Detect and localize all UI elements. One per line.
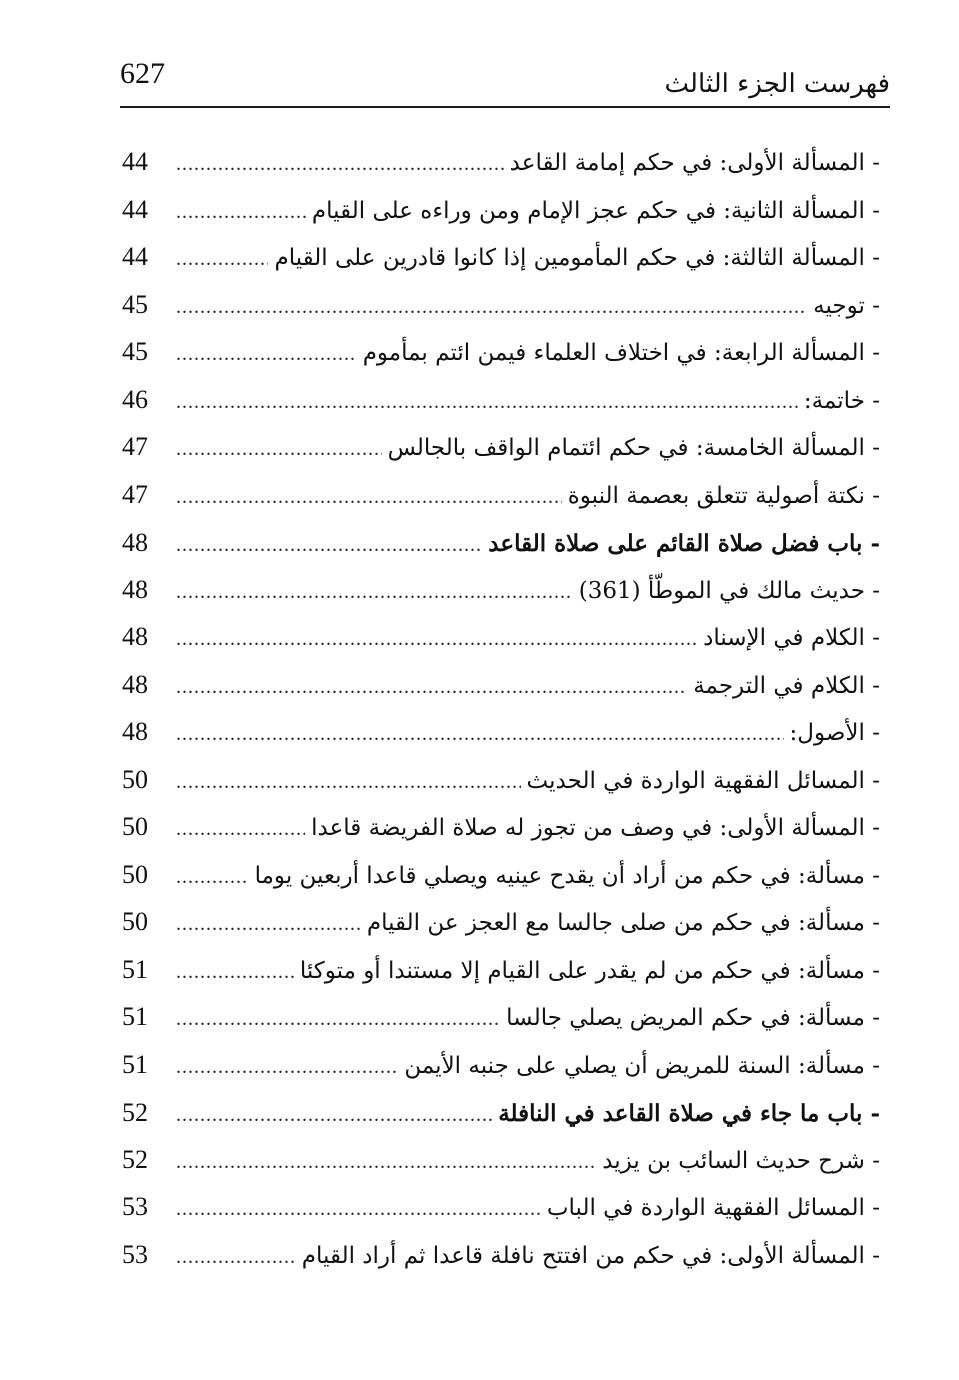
toc-entry bbox=[122, 1090, 880, 1138]
dot-leader bbox=[176, 1139, 596, 1186]
toc-entry-page-number: 47 bbox=[122, 479, 148, 509]
toc-entry-title: - توجيه bbox=[813, 292, 880, 319]
toc-entry-page-number: 48 bbox=[122, 717, 148, 746]
dot-leader bbox=[176, 189, 306, 236]
toc-entry bbox=[122, 1138, 880, 1186]
toc-entry-title: - المسألة الأولى: في حكم إمامة القاعد bbox=[509, 150, 880, 176]
dot-leader bbox=[176, 901, 361, 948]
toc-entry bbox=[122, 568, 880, 616]
toc-entry-title: - مسألة: في حكم من لم يقدر على القيام إلا مستندا أو متوكئا bbox=[299, 957, 880, 984]
toc-entry bbox=[122, 425, 880, 473]
toc-entry bbox=[122, 1233, 880, 1281]
toc-entry-title: - حديث مالك في الموطّأ (361) bbox=[578, 577, 880, 604]
table-of-contents bbox=[122, 140, 880, 1280]
dot-leader bbox=[176, 426, 382, 473]
dot-leader bbox=[176, 284, 807, 331]
toc-entry-page-number: 45 bbox=[122, 289, 148, 319]
toc-entry-title: - مسألة: السنة للمريض أن يصلي على جنبه الأيمن bbox=[404, 1052, 880, 1079]
toc-entry bbox=[122, 615, 880, 663]
toc-entry-page-number: 51 bbox=[122, 1002, 148, 1031]
dot-leader bbox=[176, 806, 305, 853]
toc-entry bbox=[122, 663, 880, 711]
toc-entry bbox=[122, 948, 880, 996]
toc-entry-title: - مسألة: في حكم من صلى جالسا مع العجز عن القيام bbox=[366, 910, 880, 936]
toc-entry bbox=[122, 235, 880, 283]
dot-leader bbox=[176, 949, 294, 996]
toc-entry-page-number: 44 bbox=[122, 147, 148, 176]
dot-leader bbox=[176, 759, 521, 806]
toc-entry-title: - المسألة الثانية: في حكم عجز الإمام ومن وراءه على القيام bbox=[311, 197, 880, 224]
dot-leader bbox=[176, 996, 500, 1043]
toc-entry-page-number: 51 bbox=[122, 954, 148, 984]
toc-entry bbox=[122, 520, 880, 568]
toc-entry-page-number: 46 bbox=[122, 384, 148, 414]
toc-entry-page-number: 47 bbox=[122, 432, 148, 461]
toc-entry-title: - مسألة: في حكم المريض يصلي جالسا bbox=[506, 1005, 880, 1031]
dot-leader bbox=[176, 236, 268, 283]
dot-leader bbox=[176, 664, 687, 711]
toc-entry-title: - المسألة الرابعة: في اختلاف العلماء فيمن ائتم بمأموم bbox=[362, 340, 880, 366]
dot-leader bbox=[176, 616, 697, 663]
toc-entry bbox=[122, 710, 880, 758]
toc-entry-page-number: 44 bbox=[122, 194, 148, 224]
toc-entry-page-number: 50 bbox=[122, 859, 148, 889]
dot-leader bbox=[176, 569, 573, 616]
toc-entry-page-number: 44 bbox=[122, 242, 148, 271]
dot-leader bbox=[176, 1092, 492, 1139]
page-number: 627 bbox=[120, 57, 165, 90]
toc-entry-page-number: 48 bbox=[122, 622, 148, 651]
toc-entry-page-number: 50 bbox=[122, 812, 148, 841]
page-header bbox=[120, 54, 890, 108]
dot-leader bbox=[176, 331, 357, 378]
running-title: فهرست الجزء الثالث bbox=[664, 69, 890, 99]
toc-entry-title: - مسألة: في حكم من أراد أن يقدح عينيه ويصلي قاعدا أربعين يوما bbox=[254, 862, 880, 889]
toc-entry-page-number: 51 bbox=[122, 1049, 148, 1079]
dot-leader bbox=[176, 141, 504, 188]
toc-entry bbox=[122, 1043, 880, 1091]
toc-entry bbox=[122, 283, 880, 331]
toc-entry-title: - المسائل الفقهية الواردة في الباب bbox=[546, 1195, 880, 1221]
dot-leader bbox=[176, 1186, 541, 1233]
dot-leader bbox=[176, 711, 784, 758]
toc-entry bbox=[122, 758, 880, 806]
toc-entry-page-number: 48 bbox=[122, 669, 148, 699]
toc-entry-title: - الكلام في الإسناد bbox=[703, 625, 880, 651]
toc-entry-page-number: 48 bbox=[122, 574, 148, 604]
toc-entry bbox=[122, 330, 880, 378]
dot-leader bbox=[176, 379, 798, 426]
toc-entry-title: - الكلام في الترجمة bbox=[693, 672, 880, 699]
toc-entry bbox=[122, 378, 880, 426]
dot-leader bbox=[176, 522, 482, 569]
toc-entry-page-number: 52 bbox=[122, 1098, 148, 1127]
toc-entry-page-number: 52 bbox=[122, 1144, 148, 1174]
toc-entry-title: - المسألة الثالثة: في حكم المأمومين إذا كانوا قادرين على القيام bbox=[274, 245, 880, 271]
toc-entry-title: - باب فضل صلاة القائم على صلاة القاعد bbox=[488, 530, 880, 557]
toc-entry-title: - المسألة الأولى: في وصف من تجوز له صلاة الفريضة قاعدا bbox=[311, 815, 880, 841]
toc-entry-title: - الأصول: bbox=[789, 720, 880, 746]
toc-entry-title: - المسائل الفقهية الواردة في الحديث bbox=[526, 767, 880, 794]
toc-entry bbox=[122, 188, 880, 236]
toc-entry bbox=[122, 853, 880, 901]
dot-leader bbox=[176, 1044, 398, 1091]
toc-entry bbox=[122, 805, 880, 853]
dot-leader bbox=[176, 854, 249, 901]
toc-entry-page-number: 48 bbox=[122, 528, 148, 557]
toc-entry bbox=[122, 900, 880, 948]
toc-entry-page-number: 50 bbox=[122, 907, 148, 936]
toc-entry-page-number: 50 bbox=[122, 764, 148, 794]
toc-entry-title: - نكتة أصولية تتعلق بعصمة النبوة bbox=[567, 482, 880, 509]
toc-entry-title: - شرح حديث السائب بن يزيد bbox=[602, 1147, 880, 1174]
toc-entry bbox=[122, 140, 880, 188]
toc-entry-title: - المسألة الأولى: في حكم من افتتح نافلة قاعدا ثم أراد القيام bbox=[301, 1242, 880, 1269]
toc-entry-page-number: 53 bbox=[122, 1239, 148, 1269]
toc-entry-page-number: 53 bbox=[122, 1192, 148, 1221]
dot-leader bbox=[176, 474, 562, 521]
toc-entry-page-number: 45 bbox=[122, 337, 148, 366]
toc-entry-title: - باب ما جاء في صلاة القاعد في النافلة bbox=[498, 1100, 880, 1127]
dot-leader bbox=[176, 1234, 296, 1281]
toc-entry bbox=[122, 473, 880, 521]
toc-entry-title: - خاتمة: bbox=[803, 387, 880, 414]
toc-entry bbox=[122, 1185, 880, 1233]
toc-entry bbox=[122, 995, 880, 1043]
toc-entry-title: - المسألة الخامسة: في حكم ائتمام الواقف بالجالس bbox=[387, 435, 880, 461]
